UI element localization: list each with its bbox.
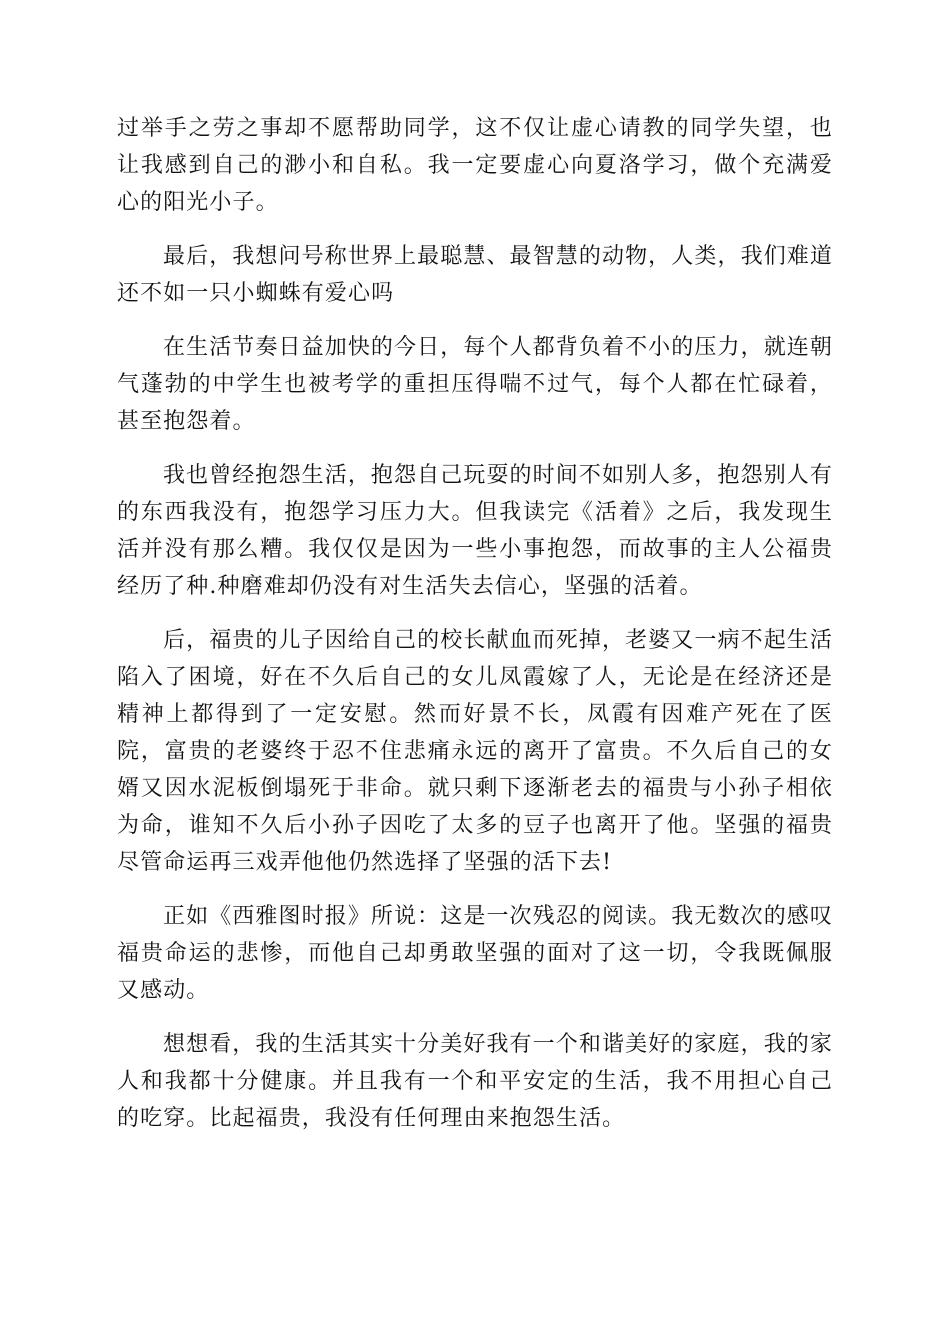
paragraph: 最后，我想问号称世界上最聪慧、最智慧的动物，人类，我们难道还不如一只小蜘蛛有爱心吗	[117, 244, 833, 306]
paragraph-continuation: 过举手之劳之事却不愿帮助同学，这不仅让虚心请教的同学失望，也让我感到自己的渺小和自私。我一定要虚心向夏洛学习，做个充满爱心的阳光小子。	[117, 116, 833, 215]
paragraph: 在生活节奏日益加快的今日，每个人都背负着不小的压力，就连朝气蓬勃的中学生也被考学的重担压得喘不过气，每个人都在忙碌着，甚至抱怨着。	[117, 335, 833, 434]
document-body	[117, 110, 833, 1154]
paragraph: 后，福贵的儿子因给自己的校长献血而死掉，老婆又一病不起生活陷入了困境，好在不久后自己的女儿凤霞嫁了人，无论是在经济还是精神上都得到了一定安慰。然而好景不长，凤霞有因难产死在了医院，富贵的老婆终于忍不住悲痛永远的离开了富贵。不久后自己的女婿又因水泥板倒塌死于非命。就只剩下逐渐老去的福贵与小孙子相依为命，谁知不久后小孙子因吃了太多的豆子也离开了他。坚强的福贵尽管命运再三戏弄他他仍然选择了坚强的活下去!	[117, 628, 833, 875]
paragraph: 正如《西雅图时报》所说：这是一次残忍的阅读。我无数次的感叹福贵命运的悲惨，而他自己却勇敢坚强的面对了这一切，令我既佩服又感动。	[117, 904, 833, 1003]
paragraph: 想想看，我的生活其实十分美好我有一个和谐美好的家庭，我的家人和我都十分健康。并且我有一个和平安定的生活，我不用担心自己的吃穿。比起福贵，我没有任何理由来抱怨生活。	[117, 1032, 833, 1131]
paragraph: 我也曾经抱怨生活，抱怨自己玩耍的时间不如别人多，抱怨别人有的东西我没有，抱怨学习压力大。但我读完《活着》之后，我发现生活并没有那么糟。我仅仅是因为一些小事抱怨，而故事的主人公福贵经历了种.种磨难却仍没有对生活失去信心，坚强的活着。	[117, 463, 833, 599]
